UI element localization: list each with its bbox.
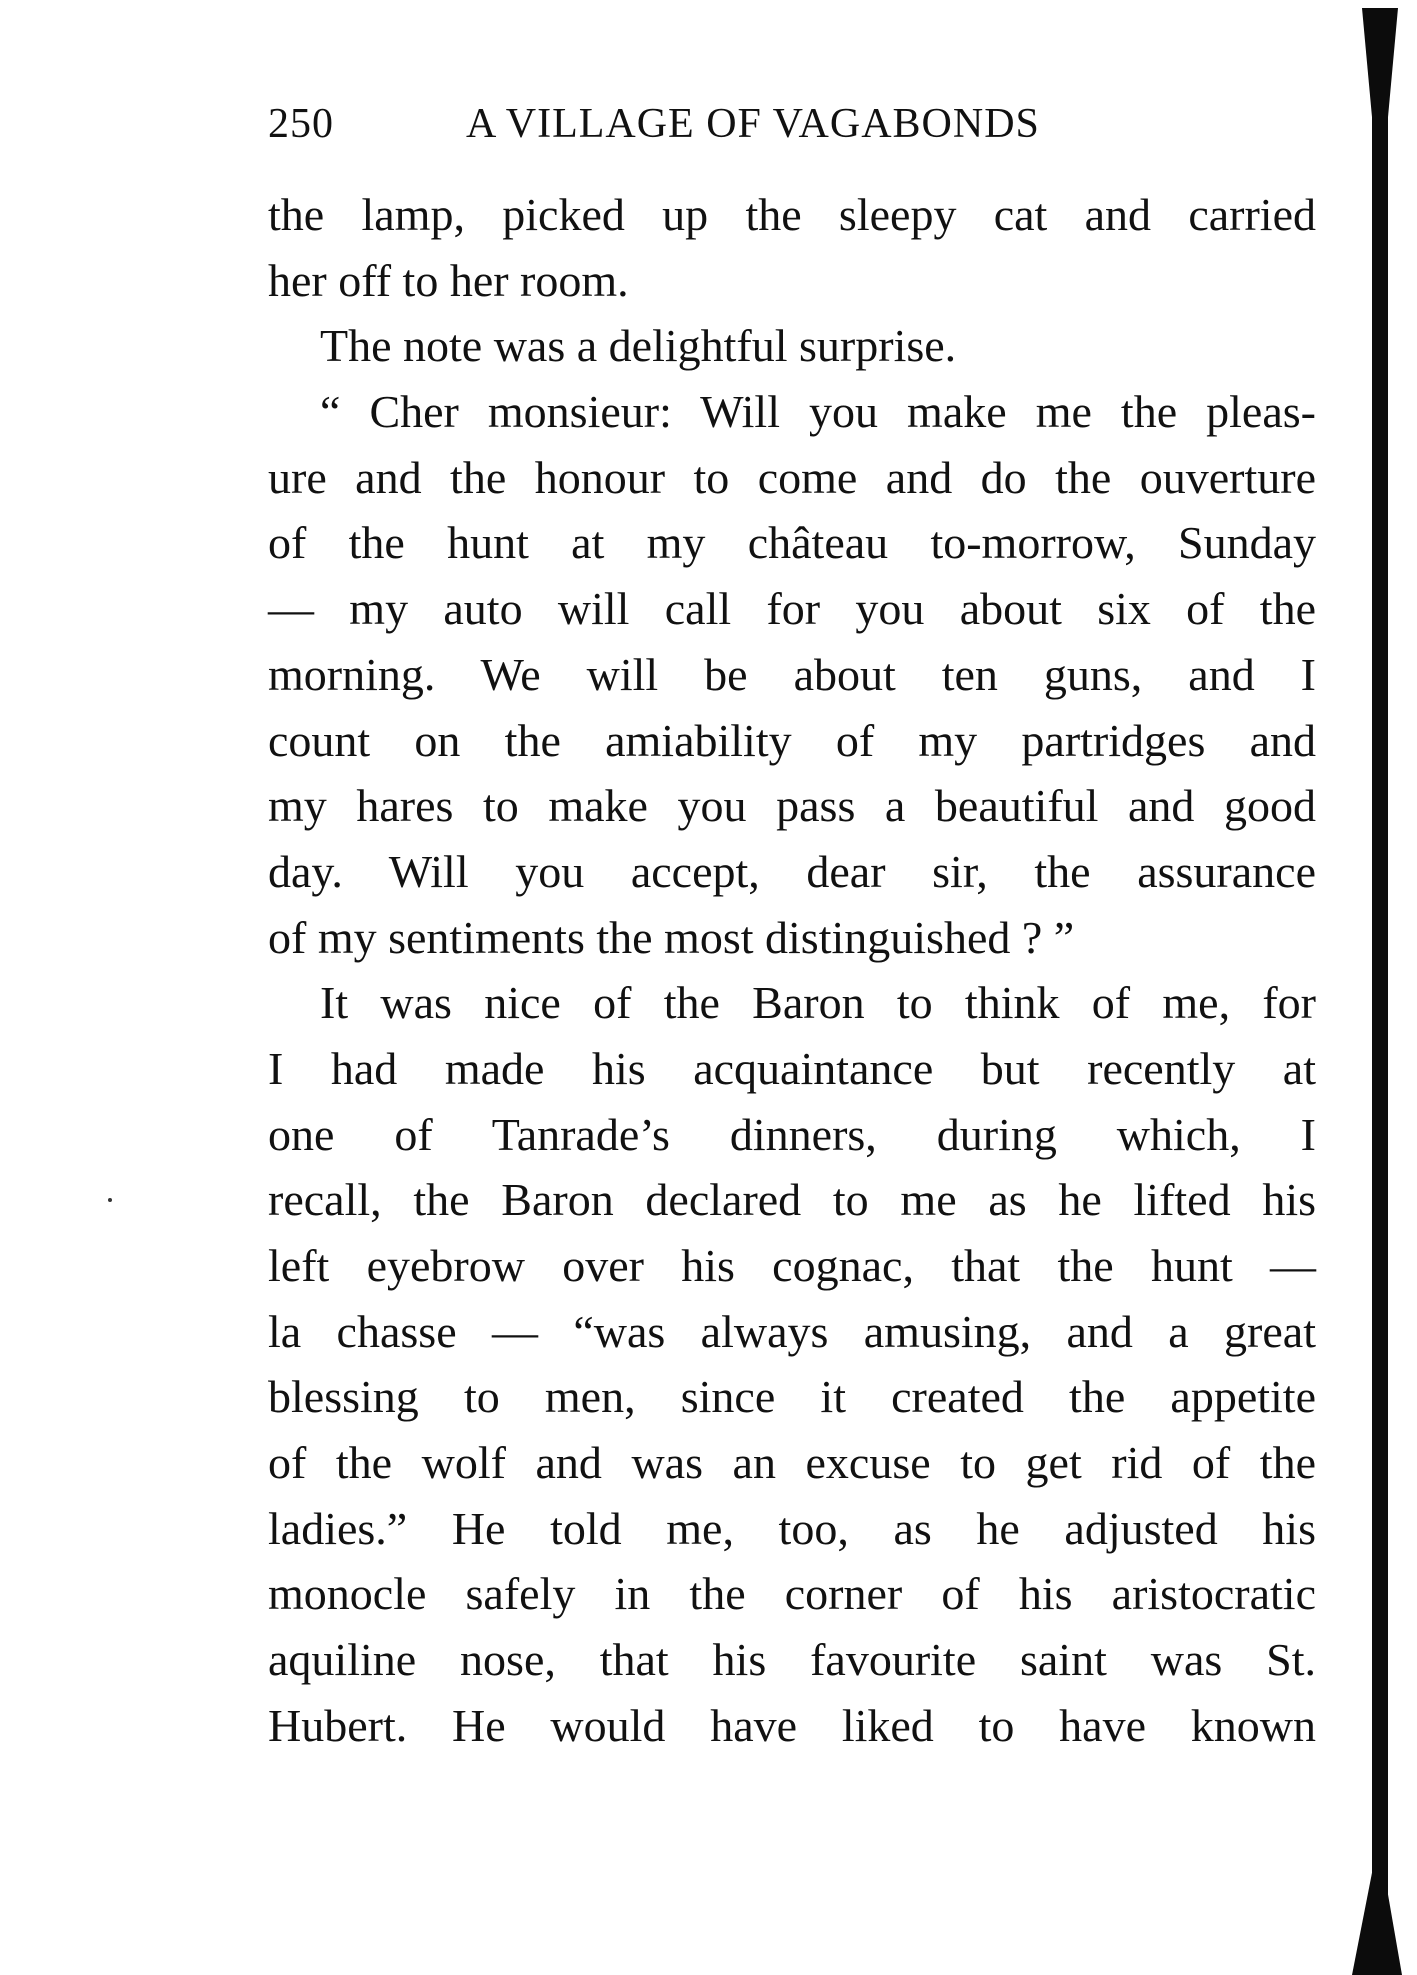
text-line: aquiline nose, that his favourite saint was St. [268,1634,1316,1686]
text-line: ladies.” He told me, too, as he adjusted his [268,1502,1316,1554]
text-line: count on the amiability of my partridges and [268,714,1316,766]
text-line: la chasse — “was always amusing, and a great [268,1305,1316,1357]
binding-edge [1372,8,1388,1968]
text-line: — my auto will call for you about six of the [268,583,1316,635]
text-line: Hubert. He would have liked to have known [268,1699,1316,1751]
page-number: 250 [268,101,334,147]
text-line: morning. We will be about ten guns, and I [268,648,1316,700]
text-line: recall, the Baron declared to me as he lifted his [268,1174,1316,1226]
text-line: of the hunt at my château to-morrow, Sunday [268,517,1316,569]
binding-edge-bottom [1352,1860,1402,1975]
text-line: I had made his acquaintance but recently at [268,1042,1316,1094]
text-line: It was nice of the Baron to think of me, for [320,977,1316,1029]
text-line: her off to her room. [268,254,629,306]
text-line: ure and the honour to come and do the ouverture [268,451,1316,503]
text-line: the lamp, picked up the sleepy cat and carried [268,189,1316,240]
text-line: monocle safely in the corner of his aristocratic [268,1568,1316,1620]
text-line: one of Tanrade’s dinners, during which, I [268,1108,1316,1160]
text-line: left eyebrow over his cognac, that the hunt — [268,1240,1316,1291]
text-line: blessing to men, since it created the appetite [268,1371,1316,1423]
text-line: of the wolf and was an excuse to get rid of the [268,1437,1316,1489]
text-line: my hares to make you pass a beautiful and good [268,780,1316,832]
running-title: A VILLAGE OF VAGABONDS [466,101,1040,147]
running-head [268,100,1168,160]
text-line: day. Will you accept, dear sir, the assurance [268,845,1316,897]
paper-speck [108,1198,112,1202]
text-line: of my sentiments the most distinguished ? ” [268,911,1075,963]
text-line: The note was a delightful surprise. [320,320,957,372]
body-text [268,182,1316,1759]
text-line: “ Cher monsieur: Will you make me the pleas- [320,386,1316,438]
